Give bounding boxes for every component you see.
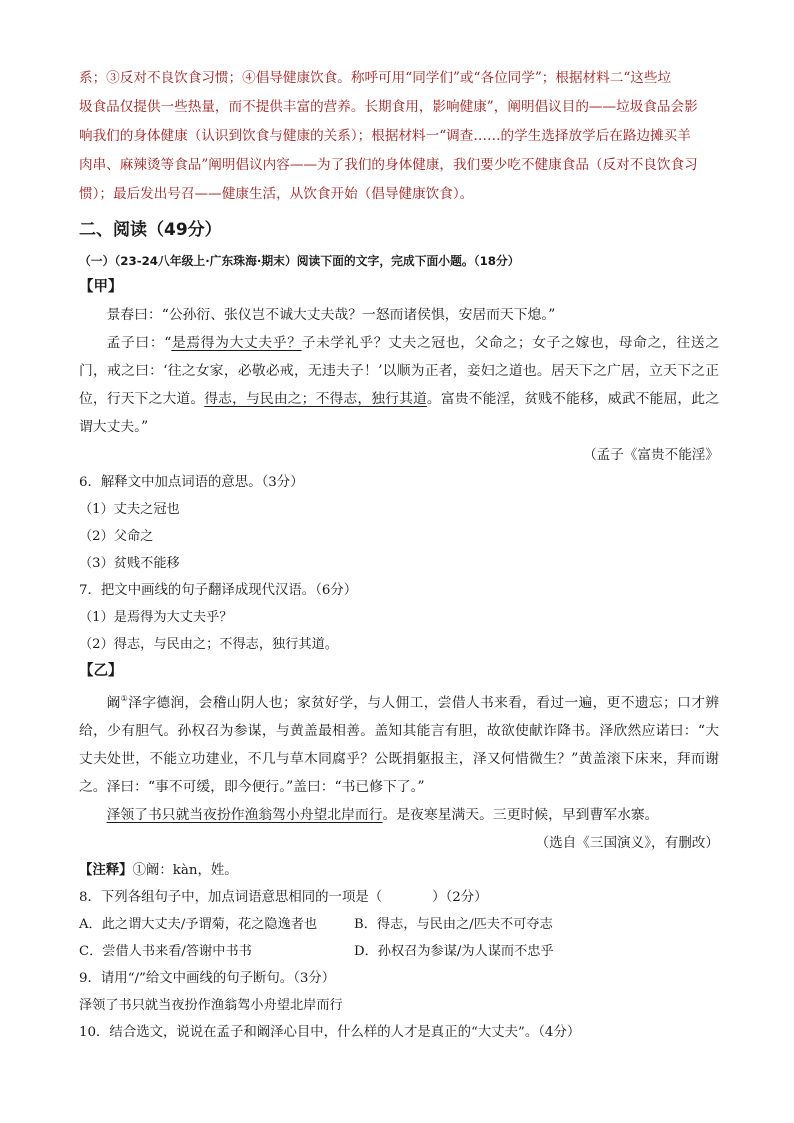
option-d: D．孙权召为参谋/为人谋而不忠乎 xyxy=(354,944,554,959)
question-7-item: （1）是焉得为大丈夫乎？ xyxy=(79,610,233,625)
text-run: 。是夜寒星满天。三更时候，早到曹军水寨。 xyxy=(382,807,659,823)
exam-page xyxy=(79,64,719,1046)
text-run: 。富贵不能淫，贫贱不能移，威武不能屈，此之谓大丈夫。” xyxy=(79,391,720,435)
question-6-item: （2）父命之 xyxy=(79,529,154,544)
passage-yi-label: 【乙】 xyxy=(79,663,123,679)
question-9-sentence: 泽领了书只就当夜扮作渔翁驾小舟望北岸而行 xyxy=(79,998,343,1013)
text-run: 子未学礼乎？丈夫之冠也，父命之；女子之嫁也，母命之，往送之门，戒之曰：‘往之女家，必敬必戒，无违夫子！’以顺为正者，妾妇之道也。居天下之广居，立天下之正位，行天下之大道。 xyxy=(79,335,720,407)
passage-yi-paragraph-1 xyxy=(79,685,719,801)
underlined-sentence: 得志，与民由之；不得志，独行其道 xyxy=(204,391,427,407)
question-8-stem xyxy=(79,884,719,911)
passage-jia-paragraph-1: 景春曰：“公孙衍、张仪岂不诚大丈夫哉？一怒而诸侯惧，安居而天下熄。” xyxy=(106,307,556,323)
underlined-sentence: 是焉得为大丈夫乎？ xyxy=(171,335,302,351)
question-8-options-row xyxy=(79,938,719,965)
answer-line: 肉串、麻辣烫等食品”阐明倡议内容——为了我们的身体健康，我们要少吃不健康食品（反对不良饮食习 xyxy=(79,157,698,173)
question-10-stem: 10．结合选文，说说在孟子和阚泽心目中，什么样的人才是真正的“大丈夫”。（4分） xyxy=(79,1025,581,1040)
annotation-text: ①阚：kàn，姓。 xyxy=(132,863,238,878)
passage-jia-label: 【甲】 xyxy=(79,279,123,295)
answer-line: 响我们的身体健康（认识到饮食与健康的关系）；根据材料一“调查……的学生选择放学后在路边摊买羊 xyxy=(79,128,691,144)
underlined-sentence: 泽领了书只就当夜扮作渔翁驾小舟望北岸而行 xyxy=(106,807,383,823)
option-c: C．尝借人书来看/答谢中书书 xyxy=(79,944,252,959)
annotation xyxy=(79,857,719,884)
answer-line: 系；③反对不良饮食习惯；④倡导健康饮食。称呼可用“同学们”或“各位同学”；根据材料二“这些垃 xyxy=(79,70,672,86)
passage-yi-paragraph-2 xyxy=(79,801,719,829)
question-6-item: （1）丈夫之冠也 xyxy=(79,502,180,517)
question-6-stem: 6．解释文中加点词语的意思。（3分） xyxy=(79,475,304,490)
passage-jia-source: （孟子《富贵不能淫》 xyxy=(583,447,719,463)
question-9-stem: 9．请用“/”给文中画线的句子断句。（3分） xyxy=(79,971,336,986)
question-7-stem: 7．把文中画线的句子翻译成现代汉语。（6分） xyxy=(79,583,358,598)
option-a: A．此之谓大丈夫/予谓菊，花之隐逸者也 xyxy=(79,917,318,932)
passage-yi-source: （选自《三国演义》，有删改） xyxy=(535,835,719,851)
text-run: 8．下列各组句子中，加点词语意思相同的一项是（ xyxy=(79,890,383,905)
text-run: 泽字德润，会稽山阴人也；家贫好学，与人佣工，尝借人书来看，看过一遍，更不遗忘；口才辨给，少有胆气。孙权召为参谋，与黄盖最相善。盖知其能言有胆，故欲使献诈降书。泽欣然应诺曰：“大丈夫处世，不能立功建业，不几与草木同腐乎？公既捐躯报主，泽又何惜微生？”黄盖滚下床来，拜而谢之。泽曰：“事不可缓，即今便行。”盖曰：“书已修下了。” xyxy=(79,695,720,795)
question-6-item: （3）贫贱不能移 xyxy=(79,556,180,571)
answer-line: 惯）；最后发出号召——健康生活，从饮食开始（倡导健康饮食）。 xyxy=(79,186,474,202)
passage-jia-paragraph-2 xyxy=(79,329,719,441)
question-7-item: （2）得志，与民由之；不得志，独行其道。 xyxy=(79,637,338,652)
text-run: ）（2分） xyxy=(432,890,488,905)
question-8-options-row xyxy=(79,911,719,938)
annotation-label: 【注释】 xyxy=(79,863,133,878)
section-subtitle: （一）（23-24八年级上·广东珠海·期末）阅读下面的文字，完成下面小题。（18分） xyxy=(79,254,520,268)
answer-analysis xyxy=(79,64,719,209)
text-run: 阚 xyxy=(106,695,121,711)
text-run: 孟子曰：“ xyxy=(106,335,172,351)
answer-line: 圾食品仅提供一些热量，而不提供丰富的营养。长期食用，影响健康”，阐明倡议目的——垃圾食品会影 xyxy=(79,99,698,115)
option-b: B．得志，与民由之/匹夫不可夺志 xyxy=(354,917,553,932)
footnote-marker: ① xyxy=(120,694,129,703)
section-title: 二、阅读（49分） xyxy=(79,220,222,240)
